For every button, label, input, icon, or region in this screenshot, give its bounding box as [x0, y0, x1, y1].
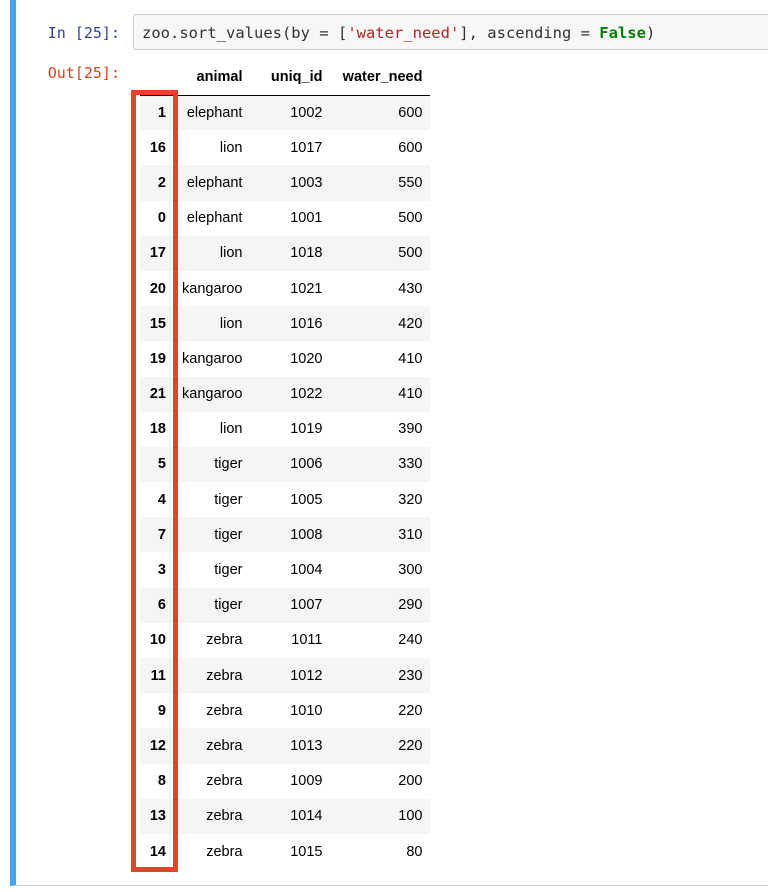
cell-water-need: 330 [398, 456, 423, 473]
cell-animal: tiger [214, 526, 243, 543]
table-row [140, 588, 430, 623]
code-keyword: False [599, 24, 646, 42]
row-index: 8 [157, 773, 166, 790]
table-row [140, 728, 430, 763]
cell-animal: zebra [206, 667, 243, 684]
table-row [140, 95, 430, 130]
column-header-water-need: water_need [330, 60, 430, 95]
table-row [140, 377, 430, 412]
table-row [140, 693, 430, 728]
cell-animal: elephant [186, 210, 243, 227]
cell-water-need: 240 [398, 632, 423, 649]
code-string-literal: 'water_need' [347, 24, 460, 42]
cell-water-need: 550 [398, 174, 423, 191]
column-header-animal: animal [174, 60, 250, 95]
row-index: 19 [149, 350, 166, 367]
table-row [140, 799, 430, 834]
cell-animal: kangaroo [182, 350, 243, 367]
cell-animal: elephant [186, 104, 243, 121]
row-index: 9 [157, 702, 166, 719]
cell-uniq-id: 1003 [290, 174, 323, 191]
cell-uniq-id: 1019 [290, 421, 323, 438]
row-index: 18 [149, 421, 166, 438]
cell-uniq-id: 1002 [290, 104, 323, 121]
cell-animal: zebra [206, 702, 243, 719]
row-index: 5 [157, 456, 166, 473]
cell-uniq-id: 1011 [291, 632, 323, 649]
cell-animal: kangaroo [182, 386, 243, 403]
cell-uniq-id: 1007 [290, 597, 323, 614]
cell-water-need: 310 [398, 526, 423, 543]
code-middle: ], ascending = [459, 24, 600, 42]
cell-water-need: 500 [398, 210, 423, 227]
cell-animal: elephant [186, 174, 243, 191]
row-index: 17 [149, 245, 166, 262]
code-prefix: zoo.sort_values(by = [ [142, 24, 348, 42]
cell-uniq-id: 1008 [290, 526, 323, 543]
table-row [140, 165, 430, 200]
cell-water-need: 320 [398, 491, 423, 508]
table-body [140, 95, 430, 869]
row-index: 10 [149, 632, 166, 649]
code-input-area[interactable] [133, 14, 768, 50]
row-index: 12 [149, 737, 166, 754]
cell-animal: zebra [206, 843, 243, 860]
cell-uniq-id: 1010 [290, 702, 323, 719]
cell-uniq-id: 1009 [290, 773, 323, 790]
row-index: 3 [157, 562, 166, 579]
cell-water-need: 410 [398, 350, 423, 367]
cell-animal: zebra [206, 773, 243, 790]
row-index: 2 [157, 174, 166, 191]
cell-animal: lion [219, 139, 243, 156]
cell-water-need: 390 [398, 421, 423, 438]
row-index: 6 [157, 597, 166, 614]
table-row [140, 236, 430, 271]
table-row [140, 482, 430, 517]
cell-uniq-id: 1020 [290, 350, 323, 367]
table-row [140, 130, 430, 165]
code-suffix: ) [645, 24, 656, 42]
row-index: 20 [149, 280, 166, 297]
cell-water-need: 200 [398, 773, 423, 790]
row-index: 16 [149, 139, 166, 156]
index-header [140, 60, 174, 95]
table-row [140, 517, 430, 552]
cell-water-need: 80 [406, 843, 423, 860]
cell-water-need: 100 [398, 808, 423, 825]
row-index: 1 [157, 104, 166, 121]
cell-water-need: 430 [398, 280, 423, 297]
table-row [140, 412, 430, 447]
cell-uniq-id: 1015 [290, 843, 323, 860]
row-index: 15 [149, 315, 166, 332]
cell-uniq-id: 1012 [290, 667, 323, 684]
cell-uniq-id: 1004 [290, 562, 323, 579]
cell-animal: tiger [214, 491, 243, 508]
row-index: 14 [149, 843, 166, 860]
row-index: 0 [157, 210, 166, 227]
cell-animal: zebra [206, 632, 243, 649]
cell-uniq-id: 1014 [290, 808, 323, 825]
table-row [140, 623, 430, 658]
cell-water-need: 300 [398, 562, 423, 579]
cell-water-need: 420 [398, 315, 423, 332]
table-row [140, 447, 430, 482]
cell-uniq-id: 1022 [290, 386, 323, 403]
cell-water-need: 230 [398, 667, 423, 684]
cell-uniq-id: 1005 [290, 491, 323, 508]
cell-uniq-id: 1006 [290, 456, 323, 473]
table-row [140, 341, 430, 376]
output-prompt: Out[25]: [47, 64, 120, 82]
cell-uniq-id: 1021 [290, 280, 323, 297]
table-row [140, 658, 430, 693]
cell-animal: tiger [214, 597, 243, 614]
cell-water-need: 220 [398, 702, 423, 719]
table-row [140, 271, 430, 306]
cell-animal: kangaroo [182, 280, 243, 297]
row-index: 4 [157, 491, 166, 508]
cell-water-need: 220 [398, 737, 423, 754]
table-row [140, 834, 430, 869]
cell-uniq-id: 1013 [290, 737, 323, 754]
cell-animal: zebra [206, 808, 243, 825]
cell-animal: tiger [214, 456, 243, 473]
cell-uniq-id: 1001 [290, 210, 323, 227]
table-header-row [140, 60, 430, 95]
cell-animal: zebra [206, 737, 243, 754]
row-index: 13 [149, 808, 166, 825]
cell-water-need: 410 [398, 386, 423, 403]
cell-uniq-id: 1017 [290, 139, 323, 156]
table-row [140, 306, 430, 341]
cell-animal: lion [219, 315, 243, 332]
input-prompt: In [25]: [47, 24, 120, 42]
table-row [140, 764, 430, 799]
row-index: 7 [157, 526, 166, 543]
cell-water-need: 600 [398, 104, 423, 121]
code-line [142, 24, 655, 42]
cell-water-need: 500 [398, 245, 423, 262]
dataframe-table [140, 60, 430, 869]
table-row [140, 552, 430, 587]
cell-animal: lion [219, 245, 243, 262]
row-index: 21 [149, 386, 166, 403]
column-header-uniq-id: uniq_id [250, 60, 330, 95]
row-index: 11 [150, 667, 166, 684]
cell-animal: lion [219, 421, 243, 438]
cell-animal: tiger [214, 562, 243, 579]
table-row [140, 201, 430, 236]
cell-water-need: 290 [398, 597, 423, 614]
cell-water-need: 600 [398, 139, 423, 156]
cell-uniq-id: 1018 [290, 245, 323, 262]
cell-uniq-id: 1016 [290, 315, 323, 332]
